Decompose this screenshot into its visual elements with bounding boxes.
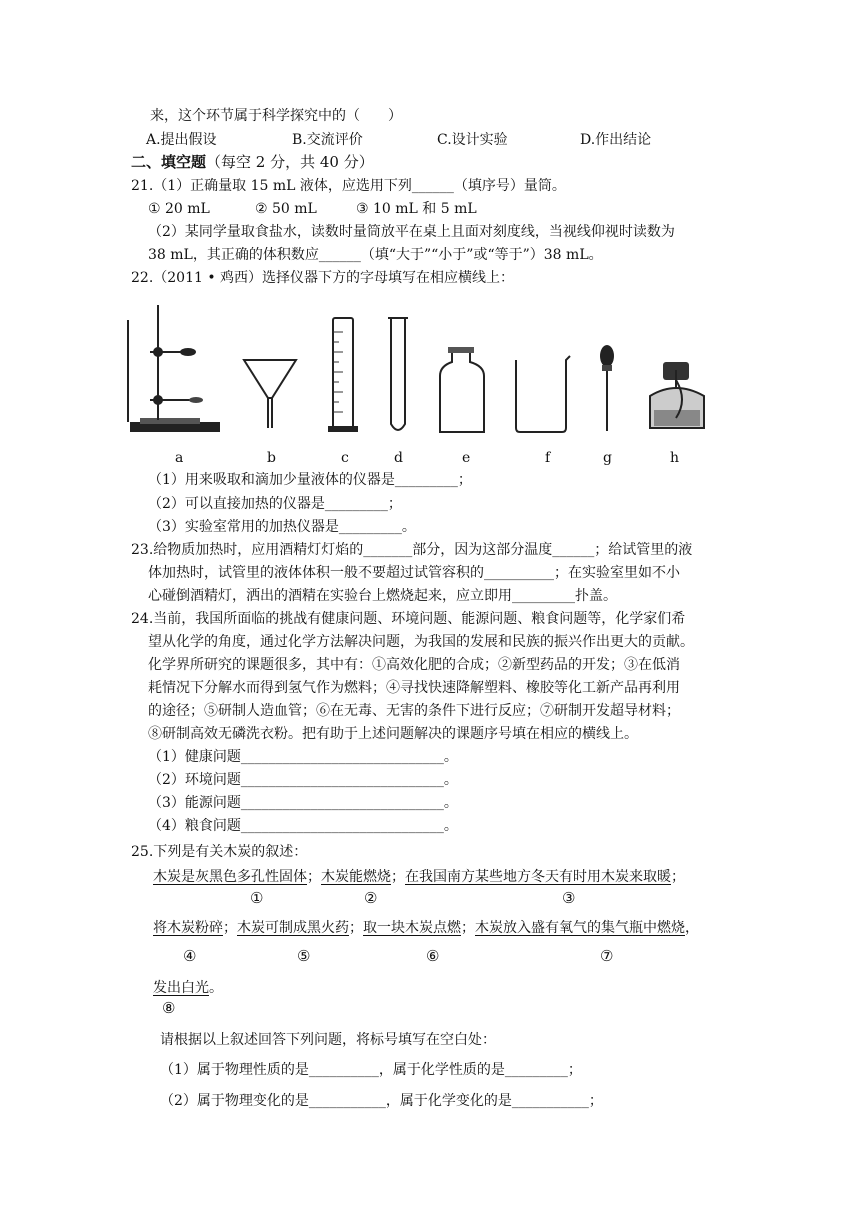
q25-statements-row3 [153, 978, 223, 998]
statement-1: 木炭是灰黑色多孔性固体 [153, 869, 307, 885]
q24-line2: 望从化学的角度，通过化学方法解决问题，为我国的发展和民族的振兴作出更大的贡献。 [148, 634, 694, 650]
q24-sub3: （3）能源问题_____________________________。 [148, 795, 458, 811]
marker-1: ① [250, 889, 264, 907]
q24-sub2: （2）环境问题_____________________________。 [148, 772, 458, 788]
marker-8: ⑧ [162, 999, 176, 1017]
section-heading [131, 152, 374, 172]
q23-line3: 心碰倒酒精灯，洒出的酒精在实验台上燃烧起来，应立即用_________扑盖。 [148, 588, 617, 604]
dropper-icon [600, 345, 614, 431]
q24-line6: ⑧研制高效无磷洗衣粉。把有助于上述问题解决的课题序号填在相应的横线上。 [148, 726, 638, 742]
alcohol-lamp-icon [650, 362, 704, 428]
marker-5: ⑤ [297, 947, 311, 965]
separator: ； [349, 920, 363, 936]
label-h: h [670, 450, 680, 466]
reagent-bottle-icon [440, 347, 484, 432]
q21-line2: （2）某同学量取食盐水，读数时量筒放平在桌上且面对刻度线，当视线仰视时读数为 [148, 224, 675, 240]
separator: ； [461, 920, 475, 936]
q25-line1: 25.下列是有关木炭的叙述： [131, 844, 308, 860]
q22-line1: 22.（2011 • 鸡西）选择仪器下方的字母填写在相应横线上： [131, 270, 515, 286]
q21-line3: 38 mL，其正确的体积数应______（填“大于”“小于”或“等于”）38 mL。 [148, 247, 603, 263]
funnel-icon [244, 360, 296, 428]
q24-line3: 化学界所研究的课题很多，其中有：①高效化肥的合成；②新型药品的开发；③在低消 [148, 657, 680, 673]
q21-line1: 21.（1）正确量取 15 mL 液体，应选用下列______（填序号）量筒。 [131, 178, 566, 194]
label-b: b [267, 450, 276, 466]
option-a: A.提出假设 [146, 132, 217, 148]
statement-2: 木炭能燃烧 [321, 869, 391, 885]
q21-option-2: ② 50 mL [255, 201, 317, 217]
beaker-icon [516, 356, 570, 432]
lab-apparatus-figure [0, 300, 860, 450]
label-a: a [175, 450, 184, 466]
label-g: g [603, 450, 612, 466]
q24-line4: 耗情况下分解水而得到氢气作为燃料；④寻找快速降解塑料、橡胶等化工新产品再利用 [148, 680, 680, 696]
separator: 。 [209, 980, 223, 996]
option-d: D.作出结论 [580, 132, 652, 148]
q22-sub1: （1）用来吸取和滴加少量液体的仪器是_________； [148, 472, 472, 488]
measuring-cylinder-icon [328, 318, 358, 432]
q24-line5: 的途径；⑤研制人造血管；⑥在无毒、无害的条件下进行反应；⑦研制开发超导材料； [148, 703, 680, 719]
section-title: 二、填空题 [131, 153, 207, 171]
test-tube-icon [388, 318, 408, 430]
iron-stand-icon [128, 305, 220, 432]
q21-option-3: ③ 10 mL 和 5 mL [356, 201, 477, 217]
q25-instruction: 请根据以上叙述回答下列问题，将标号填写在空白处： [160, 1032, 496, 1048]
separator: ； [307, 869, 321, 885]
q23-line1: 23.给物质加热时，应用酒精灯灯焰的_______部分，因为这部分温度______；给试管里的液 [131, 542, 693, 558]
q22-sub3: （3）实验室常用的加热仪器是_________。 [148, 519, 416, 535]
statement-4: 将木炭粉碎 [153, 920, 223, 936]
q25-sub2: （2）属于物理变化的是___________，属于化学变化的是___________； [160, 1093, 603, 1109]
statement-8: 发出白光 [153, 980, 209, 996]
label-e: e [462, 450, 471, 466]
label-d: d [394, 450, 403, 466]
marker-3: ③ [562, 889, 576, 907]
option-c: C.设计实验 [437, 132, 508, 148]
q22-sub2: （2）可以直接加热的仪器是_________； [148, 496, 402, 512]
marker-2: ② [364, 889, 378, 907]
statement-6: 取一块木炭点燃 [363, 920, 461, 936]
section-note: （每空 2 分，共 40 分） [206, 153, 374, 171]
q25-sub1: （1）属于物理性质的是__________，属于化学性质的是_________； [160, 1062, 582, 1078]
separator: ； [671, 869, 685, 885]
q23-line2: 体加热时，试管里的液体体积一般不要超过试管容积的__________；在实验室里如不小 [148, 565, 680, 581]
marker-4: ④ [183, 947, 197, 965]
separator: ； [223, 920, 237, 936]
marker-7: ⑦ [600, 947, 614, 965]
label-c: c [341, 450, 349, 466]
option-b: B.交流评价 [292, 132, 363, 148]
q21-option-1: ① 20 mL [148, 201, 210, 217]
separator: ； [391, 869, 405, 885]
q24-line1: 24.当前，我国所面临的挑战有健康问题、环境问题、能源问题、粮食问题等，化学家们希 [131, 611, 686, 627]
question-20-tail: 来，这个环节属于科学探究中的（ ） [150, 108, 402, 124]
q24-sub1: （1）健康问题_____________________________。 [148, 749, 458, 765]
statement-5: 木炭可制成黑火药 [237, 920, 349, 936]
q25-statements-row2 [153, 918, 699, 938]
q24-sub4: （4）粮食问题_____________________________。 [148, 818, 458, 834]
marker-6: ⑥ [426, 947, 440, 965]
label-f: f [545, 450, 551, 466]
q25-statements-row1 [153, 867, 685, 887]
separator: ， [685, 920, 699, 936]
statement-7: 木炭放入盛有氧气的集气瓶中燃烧 [475, 920, 685, 936]
statement-3: 在我国南方某些地方冬天有时用木炭来取暖 [405, 869, 671, 885]
